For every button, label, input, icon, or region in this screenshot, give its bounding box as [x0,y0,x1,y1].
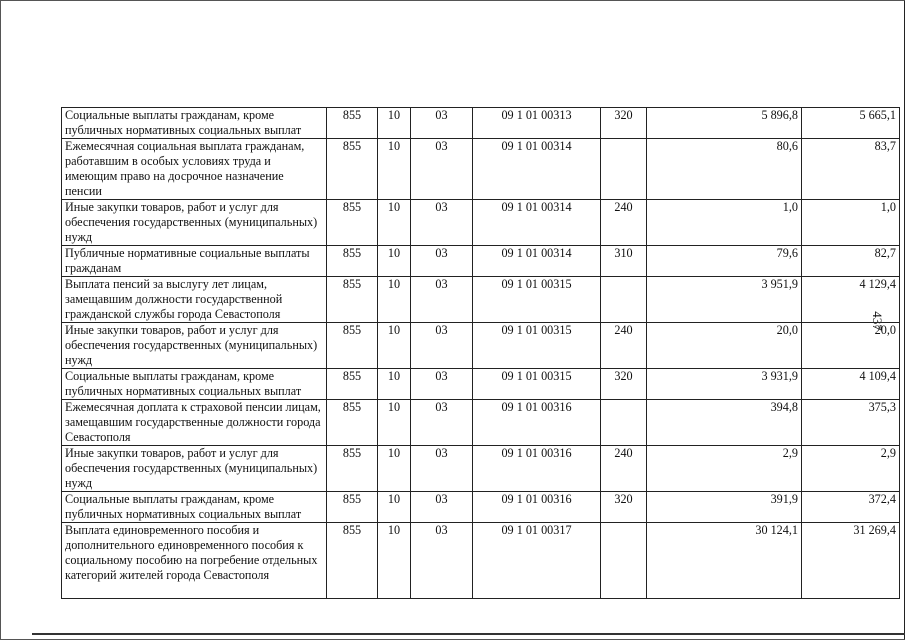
expense-type-cell: 240 [601,446,647,492]
table-row [62,323,900,369]
target-article-cell: 09 1 01 00314 [473,200,601,246]
section-cell: 10 [378,139,411,200]
expense-type-cell: 320 [601,108,647,139]
expense-type-cell: 240 [601,323,647,369]
subsection-cell: 03 [411,369,473,400]
amount-year1-cell: 30 124,1 [647,523,802,599]
amount-year2-cell: 1,0 [802,200,900,246]
row-name-cell: Социальные выплаты гражданам, кроме публичных нормативных социальных выплат [62,492,327,523]
target-article-cell: 09 1 01 00313 [473,108,601,139]
page-number: 437 [870,311,885,331]
amount-year1-cell: 79,6 [647,246,802,277]
ved-cell: 855 [327,139,378,200]
amount-year2-cell: 83,7 [802,139,900,200]
row-name-cell: Ежемесячная социальная выплата гражданам, работавшим в особых условиях труда и имеющим право на досрочное назначение пенсии [62,139,327,200]
amount-year1-cell: 3 951,9 [647,277,802,323]
table-row [62,446,900,492]
budget-table [61,107,900,599]
table-row [62,277,900,323]
section-cell: 10 [378,323,411,369]
table-body [62,108,900,599]
subsection-cell: 03 [411,446,473,492]
row-name-cell: Выплата пенсий за выслугу лет лицам, замещавшим должности государственной гражданской службы города Севастополя [62,277,327,323]
ved-cell: 855 [327,277,378,323]
subsection-cell: 03 [411,400,473,446]
row-name-cell: Публичные нормативные социальные выплаты гражданам [62,246,327,277]
expense-type-cell: 240 [601,200,647,246]
table-row [62,246,900,277]
amount-year2-cell: 372,4 [802,492,900,523]
target-article-cell: 09 1 01 00314 [473,139,601,200]
subsection-cell: 03 [411,246,473,277]
subsection-cell: 03 [411,323,473,369]
target-article-cell: 09 1 01 00316 [473,492,601,523]
row-name-cell: Иные закупки товаров, работ и услуг для обеспечения государственных (муниципальных) нужд [62,323,327,369]
expense-type-cell [601,400,647,446]
target-article-cell: 09 1 01 00317 [473,523,601,599]
amount-year2-cell: 4 109,4 [802,369,900,400]
amount-year2-cell: 4 129,4 [802,277,900,323]
expense-type-cell [601,523,647,599]
section-cell: 10 [378,108,411,139]
subsection-cell: 03 [411,108,473,139]
section-cell: 10 [378,369,411,400]
expense-type-cell: 320 [601,369,647,400]
target-article-cell: 09 1 01 00315 [473,277,601,323]
section-cell: 10 [378,446,411,492]
amount-year1-cell: 391,9 [647,492,802,523]
target-article-cell: 09 1 01 00314 [473,246,601,277]
section-cell: 10 [378,492,411,523]
target-article-cell: 09 1 01 00316 [473,400,601,446]
row-name-cell: Иные закупки товаров, работ и услуг для обеспечения государственных (муниципальных) нужд [62,200,327,246]
subsection-cell: 03 [411,139,473,200]
ved-cell: 855 [327,523,378,599]
ved-cell: 855 [327,446,378,492]
section-cell: 10 [378,523,411,599]
amount-year2-cell: 5 665,1 [802,108,900,139]
section-cell: 10 [378,277,411,323]
expense-type-cell: 310 [601,246,647,277]
amount-year2-cell: 82,7 [802,246,900,277]
table-row [62,523,900,599]
subsection-cell: 03 [411,523,473,599]
ved-cell: 855 [327,200,378,246]
table-row [62,369,900,400]
subsection-cell: 03 [411,200,473,246]
bottom-divider [32,633,905,635]
amount-year1-cell: 3 931,9 [647,369,802,400]
row-name-cell: Ежемесячная доплата к страховой пенсии лицам, замещавшим государственные должности города Севастополя [62,400,327,446]
amount-year2-cell: 2,9 [802,446,900,492]
ved-cell: 855 [327,369,378,400]
amount-year1-cell: 80,6 [647,139,802,200]
table-row [62,108,900,139]
expense-type-cell: 320 [601,492,647,523]
amount-year2-cell: 375,3 [802,400,900,446]
ved-cell: 855 [327,400,378,446]
table-row [62,492,900,523]
expense-type-cell [601,139,647,200]
subsection-cell: 03 [411,277,473,323]
row-name-cell: Социальные выплаты гражданам, кроме публичных нормативных социальных выплат [62,108,327,139]
section-cell: 10 [378,246,411,277]
section-cell: 10 [378,400,411,446]
row-name-cell: Выплата единовременного пособия и дополнительного единовременного пособия к социальному пособию на погребение отдельных категорий жителей города Севастополя [62,523,327,599]
amount-year1-cell: 1,0 [647,200,802,246]
section-cell: 10 [378,200,411,246]
amount-year1-cell: 20,0 [647,323,802,369]
amount-year2-cell: 31 269,4 [802,523,900,599]
subsection-cell: 03 [411,492,473,523]
table-row [62,200,900,246]
amount-year1-cell: 2,9 [647,446,802,492]
row-name-cell: Социальные выплаты гражданам, кроме публичных нормативных социальных выплат [62,369,327,400]
table-row [62,400,900,446]
row-name-cell: Иные закупки товаров, работ и услуг для обеспечения государственных (муниципальных) нужд [62,446,327,492]
target-article-cell: 09 1 01 00315 [473,369,601,400]
ved-cell: 855 [327,246,378,277]
ved-cell: 855 [327,492,378,523]
target-article-cell: 09 1 01 00315 [473,323,601,369]
expense-type-cell [601,277,647,323]
ved-cell: 855 [327,323,378,369]
target-article-cell: 09 1 01 00316 [473,446,601,492]
amount-year2-cell: 20,0 [802,323,900,369]
amount-year1-cell: 394,8 [647,400,802,446]
table-row [62,139,900,200]
amount-year1-cell: 5 896,8 [647,108,802,139]
ved-cell: 855 [327,108,378,139]
